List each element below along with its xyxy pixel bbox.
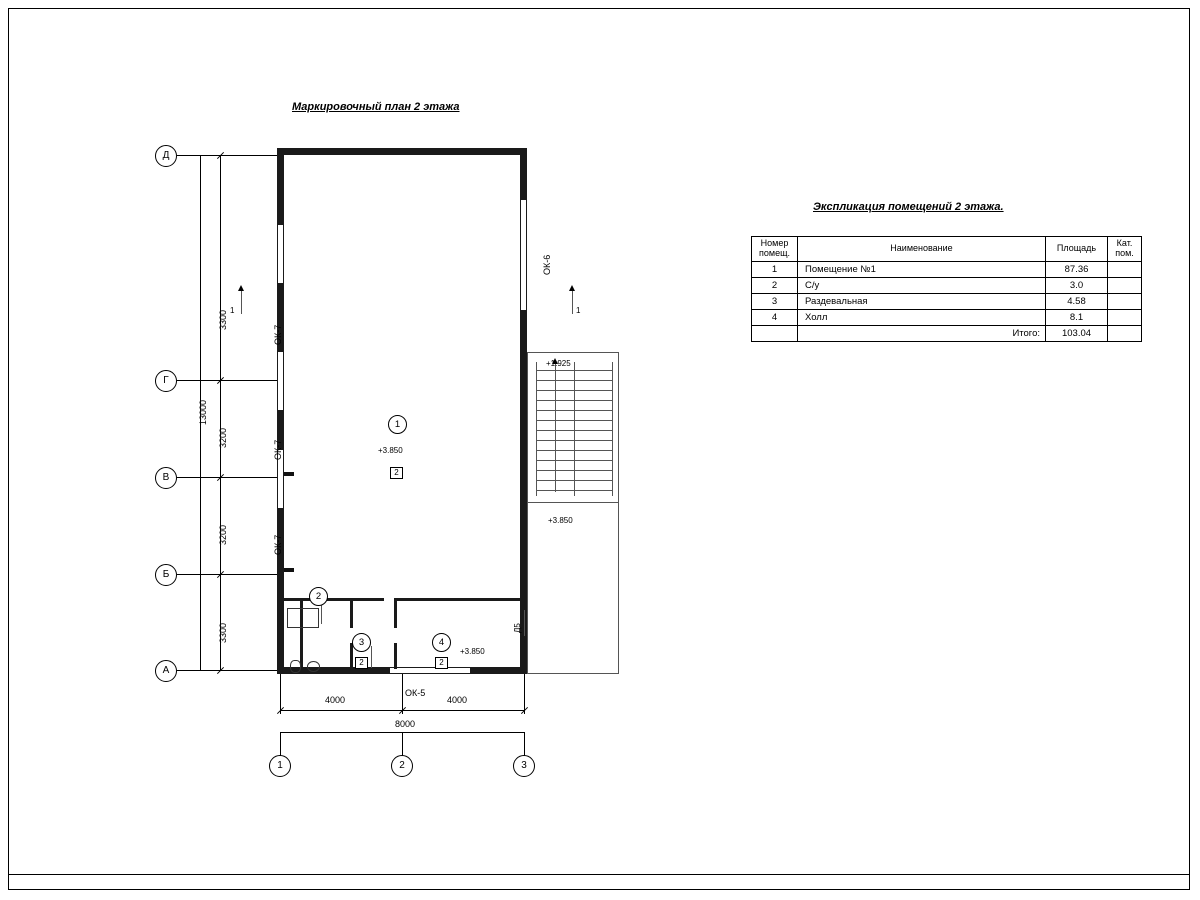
room-bubble-2: 2 [309,587,328,606]
stair-step [536,390,612,391]
cell-room-area: 8.1 [1046,309,1108,325]
th-room-name: Наименование [798,237,1046,262]
axis-bubble-1: 1 [269,755,291,777]
section-mark-line-right [572,290,573,314]
annex-divider [527,502,619,503]
stair-step [536,480,612,481]
dim-line-chain-vertical [220,155,221,670]
door-swing-d5 [524,610,525,636]
axis-leader-2 [402,732,403,756]
floor-plan-drawing [150,130,650,771]
room-mark-3: 2 [355,657,368,669]
window-opening-ok7-mid [278,352,283,410]
stair-step [536,430,612,431]
cell-room-number: 2 [752,277,798,293]
annex-wall-bottom [527,673,619,674]
axis-leader-a [177,670,277,671]
cell-total-category [1108,325,1142,341]
cell-room-name: Помещение №1 [798,261,1046,277]
axis-bubble-2: 2 [391,755,413,777]
stair-direction-line [555,362,556,492]
dim-3200-lower: 3200 [218,524,228,545]
room-level-1: +3.850 [378,446,403,455]
cell-room-number: 1 [752,261,798,277]
dim-4000-right: 4000 [447,695,468,705]
stair-step [536,490,612,491]
axis-bubble-b: Б [155,564,177,586]
cell-room-area: 4.58 [1046,293,1108,309]
cell-room-name: Раздевальная [798,293,1046,309]
fixture-sink [307,661,320,672]
table-total-row [752,325,1142,341]
stair-step [536,440,612,441]
dim-13000-total: 13000 [198,399,208,425]
window-label-ok7-low: ОК-7 [273,534,283,555]
partition-horizontal-left [284,598,384,601]
exploration-table [751,236,1142,342]
window-opening-ok5 [390,668,470,673]
cell-empty [752,325,798,341]
partition-vertical-a [350,598,353,628]
level-label-3850-stair: +3.850 [548,516,573,525]
cell-room-category [1108,293,1142,309]
stair-step [536,470,612,471]
axis-bubble-v: В [155,467,177,489]
section-mark-label-right: 1 [576,306,581,315]
stair-step [536,460,612,461]
window-opening-ok7-top [278,225,283,283]
axis-leader-d [177,155,277,156]
th-room-category: Кат. пом. [1108,237,1142,262]
plan-title: Маркировочный план 2 этажа [292,101,460,113]
annex-wall-left [527,352,528,674]
stair-step [536,400,612,401]
room-level-4: +3.850 [460,647,485,656]
level-label-1925: +1.925 [546,359,571,368]
stair-step [536,380,612,381]
fixture-bath [287,608,319,628]
dim-3200-upper: 3200 [218,427,228,448]
section-mark-line-left [241,290,242,314]
partition-vertical-b2 [394,643,397,669]
cell-room-category [1108,309,1142,325]
room-bubble-4: 4 [432,633,451,652]
dim-3300-bottom: 3300 [218,622,228,643]
partition-stub-left-2 [284,568,294,572]
axis-bubble-3: 3 [513,755,535,777]
dim-4000-left: 4000 [325,695,346,705]
partition-stub-left [284,472,294,476]
cell-room-number: 3 [752,293,798,309]
cell-room-area: 3.0 [1046,277,1108,293]
table-row [752,293,1142,309]
table-row [752,309,1142,325]
axis-bubble-d: Д [155,145,177,167]
stair-step [536,450,612,451]
exploration-table-title: Экспликация помещений 2 этажа. [813,201,1004,213]
window-label-ok6: ОК-6 [542,254,552,275]
partition-vertical-b [394,598,397,628]
stair-rail-left [536,362,537,496]
dim-8000-total: 8000 [395,719,416,729]
window-label-ok5: ОК-5 [405,688,426,698]
door-label-d5: Д5 [513,623,522,633]
axis-leader-3 [524,732,525,756]
room-bubble-3: 3 [352,633,371,652]
sheet-bottom-rule [8,874,1190,875]
room-mark-1: 2 [390,467,403,479]
cell-total-area: 103.04 [1046,325,1108,341]
window-label-ok7-mid: ОК-7 [273,439,283,460]
wall-right-lower [520,458,527,674]
room-bubble-1: 1 [388,415,407,434]
fixture-toilet [290,660,301,673]
cell-room-name: С/у [798,277,1046,293]
table-row [752,277,1142,293]
th-room-area: Площадь [1046,237,1108,262]
partition-horizontal-right [394,598,524,601]
wall-right-mid [520,348,527,458]
cell-room-number: 4 [752,309,798,325]
axis-bubble-a: А [155,660,177,682]
cell-total-label: Итого: [798,325,1046,341]
stair-step [536,420,612,421]
cell-room-name: Холл [798,309,1046,325]
door-swing-hall [371,646,372,668]
cell-room-category [1108,277,1142,293]
wall-top [277,148,527,155]
th-room-number: Номер помещ. [752,237,798,262]
axis-leader-v [177,477,277,478]
stair-rail-right [612,362,613,496]
room-mark-4: 2 [435,657,448,669]
annex-wall-top [527,352,619,353]
stair-step [536,410,612,411]
window-opening-ok6 [521,200,526,310]
table-row [752,261,1142,277]
wall-left-lower [277,572,284,674]
axis-bubble-g: Г [155,370,177,392]
window-label-ok7-top: ОК-7 [273,324,283,345]
axis-leader-1 [280,732,281,756]
section-mark-arrow-left [238,285,244,291]
stair-rail-mid [574,362,575,496]
dim-3300-top: 3300 [218,309,228,330]
axis-leader-b [177,574,277,575]
section-mark-label-left: 1 [230,306,235,315]
section-mark-arrow-right [569,285,575,291]
annex-wall-right [618,352,619,674]
axis-leader-g [177,380,277,381]
cell-room-category [1108,261,1142,277]
table-header-row [752,237,1142,262]
stair-step [536,370,612,371]
cell-room-area: 87.36 [1046,261,1108,277]
